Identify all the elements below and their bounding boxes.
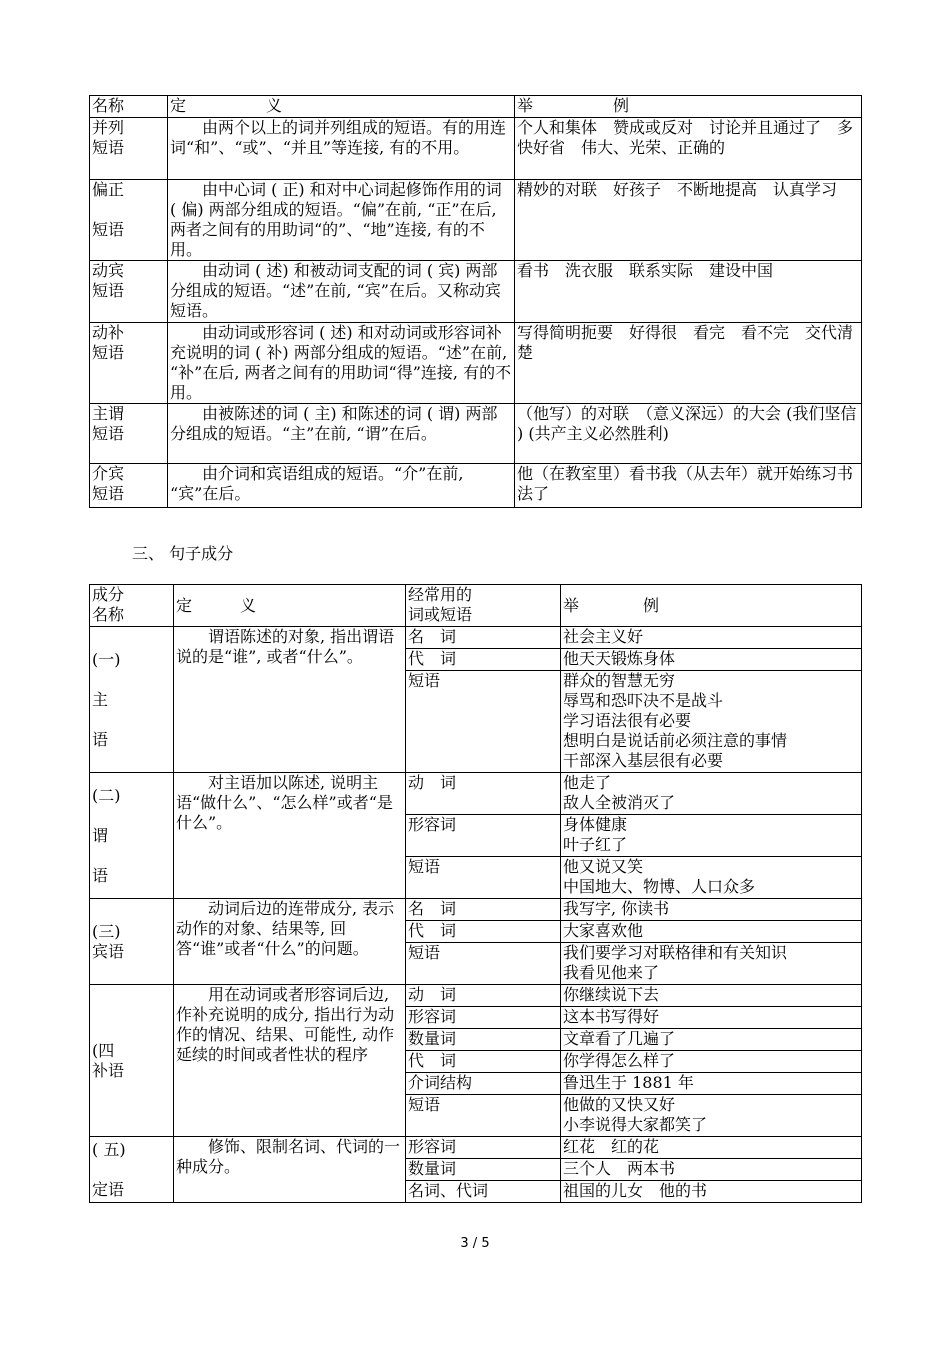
component-example	[561, 921, 862, 943]
phrase-name	[90, 404, 168, 464]
component-name	[90, 985, 174, 1137]
sentence-components-table	[89, 584, 862, 1203]
word-kind: 名 词	[406, 899, 561, 921]
word-kind: 数量词	[406, 1029, 561, 1051]
phrase-definition: 由动词 ( 述) 和被动词支配的词 ( 宾) 两部分组成的短语。“述”在前, “宾”在后。又称动宾短语。	[168, 261, 515, 323]
section-title: 三、 句子成分	[132, 544, 234, 563]
phrase-name-line	[92, 200, 165, 220]
example-line: 他天天锻炼身体	[563, 649, 676, 668]
header-common-words	[406, 585, 561, 627]
phrase-name-line: 并列	[92, 118, 125, 137]
component-example	[561, 649, 862, 671]
example-line: 叶子红了	[563, 835, 628, 854]
word-kind: 形容词	[406, 815, 561, 857]
word-kind: 动 词	[406, 773, 561, 815]
header-name: 名称	[90, 96, 168, 118]
example-line: 辱骂和恐吓决不是战斗	[563, 691, 724, 710]
component-example	[561, 773, 862, 815]
component-name-line: 宾语	[92, 941, 125, 961]
component-example	[561, 815, 862, 857]
example-line: 学习语法很有必要	[563, 711, 692, 730]
table-row	[90, 180, 862, 261]
component-name-line: 谓	[92, 825, 109, 845]
phrase-name-line: 介宾	[92, 464, 125, 483]
component-definition: 谓语陈述的对象, 指出谓语说的是“谁”, 或者“什么”。	[174, 627, 406, 773]
table-row	[90, 261, 862, 323]
phrase-name	[90, 118, 168, 180]
component-example	[561, 943, 862, 985]
example-line: 我们要学习对联格律和有关知识	[563, 943, 788, 962]
example-line: 我写字, 你读书	[563, 899, 670, 918]
example-line: 小李说得大家都笑了	[563, 1115, 708, 1134]
word-kind: 短语	[406, 1095, 561, 1137]
phrase-example: 精妙的对联 好孩子 不断地提高 认真学习	[515, 180, 862, 261]
component-example	[561, 1181, 862, 1203]
table-row	[90, 464, 862, 508]
component-name-line: (四	[92, 1040, 115, 1060]
component-name-line	[92, 710, 171, 730]
word-kind: 名 词	[406, 627, 561, 649]
phrase-name-line: 短语	[92, 424, 125, 443]
word-kind: 形容词	[406, 1137, 561, 1159]
phrase-name	[90, 323, 168, 404]
component-example	[561, 1073, 862, 1095]
phrase-definition: 由介词和宾语组成的短语。“介”在前, “宾”在后。	[168, 464, 515, 508]
example-line: 文章看了几遍了	[563, 1029, 676, 1048]
header-line: 经常用的	[408, 585, 473, 604]
component-name-line: 语	[92, 729, 109, 749]
phrase-name	[90, 180, 168, 261]
example-line: 祖国的儿女 他的书	[563, 1181, 708, 1200]
phrase-example: （他写）的对联 （意义深远）的大会 (我们坚信 ) (共产主义必然胜利)	[515, 404, 862, 464]
phrase-name-line: 短语	[92, 220, 125, 239]
component-name-line: 语	[92, 865, 109, 885]
phrase-name-line: 短语	[92, 138, 125, 157]
example-line: 身体健康	[563, 815, 628, 834]
component-example	[561, 857, 862, 899]
component-row	[90, 985, 862, 1007]
word-kind: 动 词	[406, 985, 561, 1007]
component-definition: 用在动词或者形容词后边, 作补充说明的成分, 指出行为动作的情况、结果、可能性, 动作延续的时间或者性状的程序	[174, 985, 406, 1137]
word-kind: 形容词	[406, 1007, 561, 1029]
phrase-example: 他（在教室里）看书我（从去年）就开始练习书法了	[515, 464, 862, 508]
component-name	[90, 773, 174, 899]
example-line: 三个人 两本书	[563, 1159, 676, 1178]
component-name-line: 定语	[92, 1179, 125, 1199]
header-example: 举 例	[515, 96, 862, 118]
component-name-line	[92, 670, 171, 690]
example-line: 他做的又快又好	[563, 1095, 676, 1114]
word-kind: 代 词	[406, 1051, 561, 1073]
example-line: 我看见他来了	[563, 963, 660, 982]
phrase-types-table	[89, 95, 862, 508]
header-line: 成分	[92, 585, 125, 604]
table-header-row	[90, 585, 862, 627]
header-definition: 定 义	[174, 585, 406, 627]
table-row	[90, 404, 862, 464]
phrase-example: 写得简明扼要 好得很 看完 看不完 交代清楚	[515, 323, 862, 404]
phrase-example: 个人和集体 赞成或反对 讨论并且通过了 多快好省 伟大、光荣、正确的	[515, 118, 862, 180]
phrase-name-line: 主谓	[92, 404, 125, 423]
component-name	[90, 899, 174, 985]
example-line: 敌人全被消灭了	[563, 793, 676, 812]
component-example	[561, 1159, 862, 1181]
phrase-definition: 由两个以上的词并列组成的短语。有的用连词“和”、“或”、“并且”等连接, 有的不用。	[168, 118, 515, 180]
word-kind: 代 词	[406, 649, 561, 671]
phrase-definition: 由中心词 ( 正) 和对中心词起修饰作用的词 ( 偏) 两部分组成的短语。“偏”在前, “正”在后, 两者之间有的用助词“的”、“地”连接, 有的不用。	[168, 180, 515, 261]
component-definition: 修饰、限制名词、代词的一种成分。	[174, 1137, 406, 1203]
example-line: 你学得怎么样了	[563, 1051, 676, 1070]
example-line: 你继续说下去	[563, 985, 660, 1004]
phrase-name-line: 偏正	[92, 180, 125, 199]
component-example	[561, 1007, 862, 1029]
word-kind: 数量词	[406, 1159, 561, 1181]
component-row	[90, 899, 862, 921]
example-line: 他又说又笑	[563, 857, 644, 876]
word-kind: 短语	[406, 671, 561, 773]
component-name	[90, 627, 174, 773]
component-example	[561, 1051, 862, 1073]
word-kind: 名词、代词	[406, 1181, 561, 1203]
header-example: 举 例	[561, 585, 862, 627]
example-line: 中国地大、物博、人口众多	[563, 877, 756, 896]
component-name-line: (一)	[92, 649, 121, 669]
phrase-example: 看书 洗衣服 联系实际 建设中国	[515, 261, 862, 323]
example-line: 鲁迅生于 1881 年	[563, 1073, 694, 1092]
phrase-name	[90, 261, 168, 323]
word-kind: 介词结构	[406, 1073, 561, 1095]
table-row	[90, 118, 862, 180]
header-line: 词或短语	[408, 605, 473, 624]
example-line: 想明白是说话前必须注意的事情	[563, 731, 788, 750]
word-kind: 短语	[406, 857, 561, 899]
header-definition: 定 义	[168, 96, 515, 118]
page-number: 3 / 5	[460, 1236, 490, 1251]
table-header-row	[90, 96, 862, 118]
example-line: 大家喜欢他	[563, 921, 644, 940]
component-name-line: 补语	[92, 1060, 125, 1080]
phrase-definition: 由被陈述的词 ( 主) 和陈述的词 ( 谓) 两部分组成的短语。“主”在前, “谓”在后。	[168, 404, 515, 464]
phrase-name	[90, 464, 168, 508]
example-line: 社会主义好	[563, 627, 644, 646]
header-line: 名称	[92, 605, 125, 624]
phrase-definition: 由动词或形容词 ( 述) 和对动词或形容词补充说明的词 ( 补) 两部分组成的短语。“述”在前, “补”在后, 两者之间有的用助词“得”连接, 有的不用。	[168, 323, 515, 404]
example-line: 红花 红的花	[563, 1137, 660, 1156]
phrase-name-line: 动补	[92, 323, 125, 342]
component-example	[561, 985, 862, 1007]
component-name-line: ( 五)	[92, 1139, 126, 1159]
component-name-line	[92, 846, 171, 866]
component-example	[561, 627, 862, 649]
component-name-line: 主	[92, 689, 109, 709]
component-definition: 对主语加以陈述, 说明主语“做什么”、“怎么样”或者“是什么”。	[174, 773, 406, 899]
component-example	[561, 1095, 862, 1137]
phrase-name-line: 短语	[92, 343, 125, 362]
component-name-line: (三)	[92, 921, 121, 941]
component-definition: 动词后边的连带成分, 表示动作的对象、结果等, 回答“谁”或者“什么”的问题。	[174, 899, 406, 985]
component-row	[90, 773, 862, 815]
table-row	[90, 323, 862, 404]
header-component-name	[90, 585, 174, 627]
example-line: 群众的智慧无穷	[563, 671, 676, 690]
phrase-name-line: 短语	[92, 281, 125, 300]
component-name-line	[92, 1160, 171, 1180]
component-name-line: (二)	[92, 785, 121, 805]
component-name	[90, 1137, 174, 1203]
component-row	[90, 627, 862, 649]
component-row	[90, 1137, 862, 1159]
word-kind: 代 词	[406, 921, 561, 943]
phrase-name-line: 动宾	[92, 261, 125, 280]
example-line: 这本书写得好	[563, 1007, 660, 1026]
phrase-name-line: 短语	[92, 484, 125, 503]
component-example	[561, 1029, 862, 1051]
component-example	[561, 899, 862, 921]
example-line: 干部深入基层很有必要	[563, 751, 724, 770]
component-example	[561, 1137, 862, 1159]
word-kind: 短语	[406, 943, 561, 985]
component-example	[561, 671, 862, 773]
component-name-line	[92, 806, 171, 826]
example-line: 他走了	[563, 773, 612, 792]
